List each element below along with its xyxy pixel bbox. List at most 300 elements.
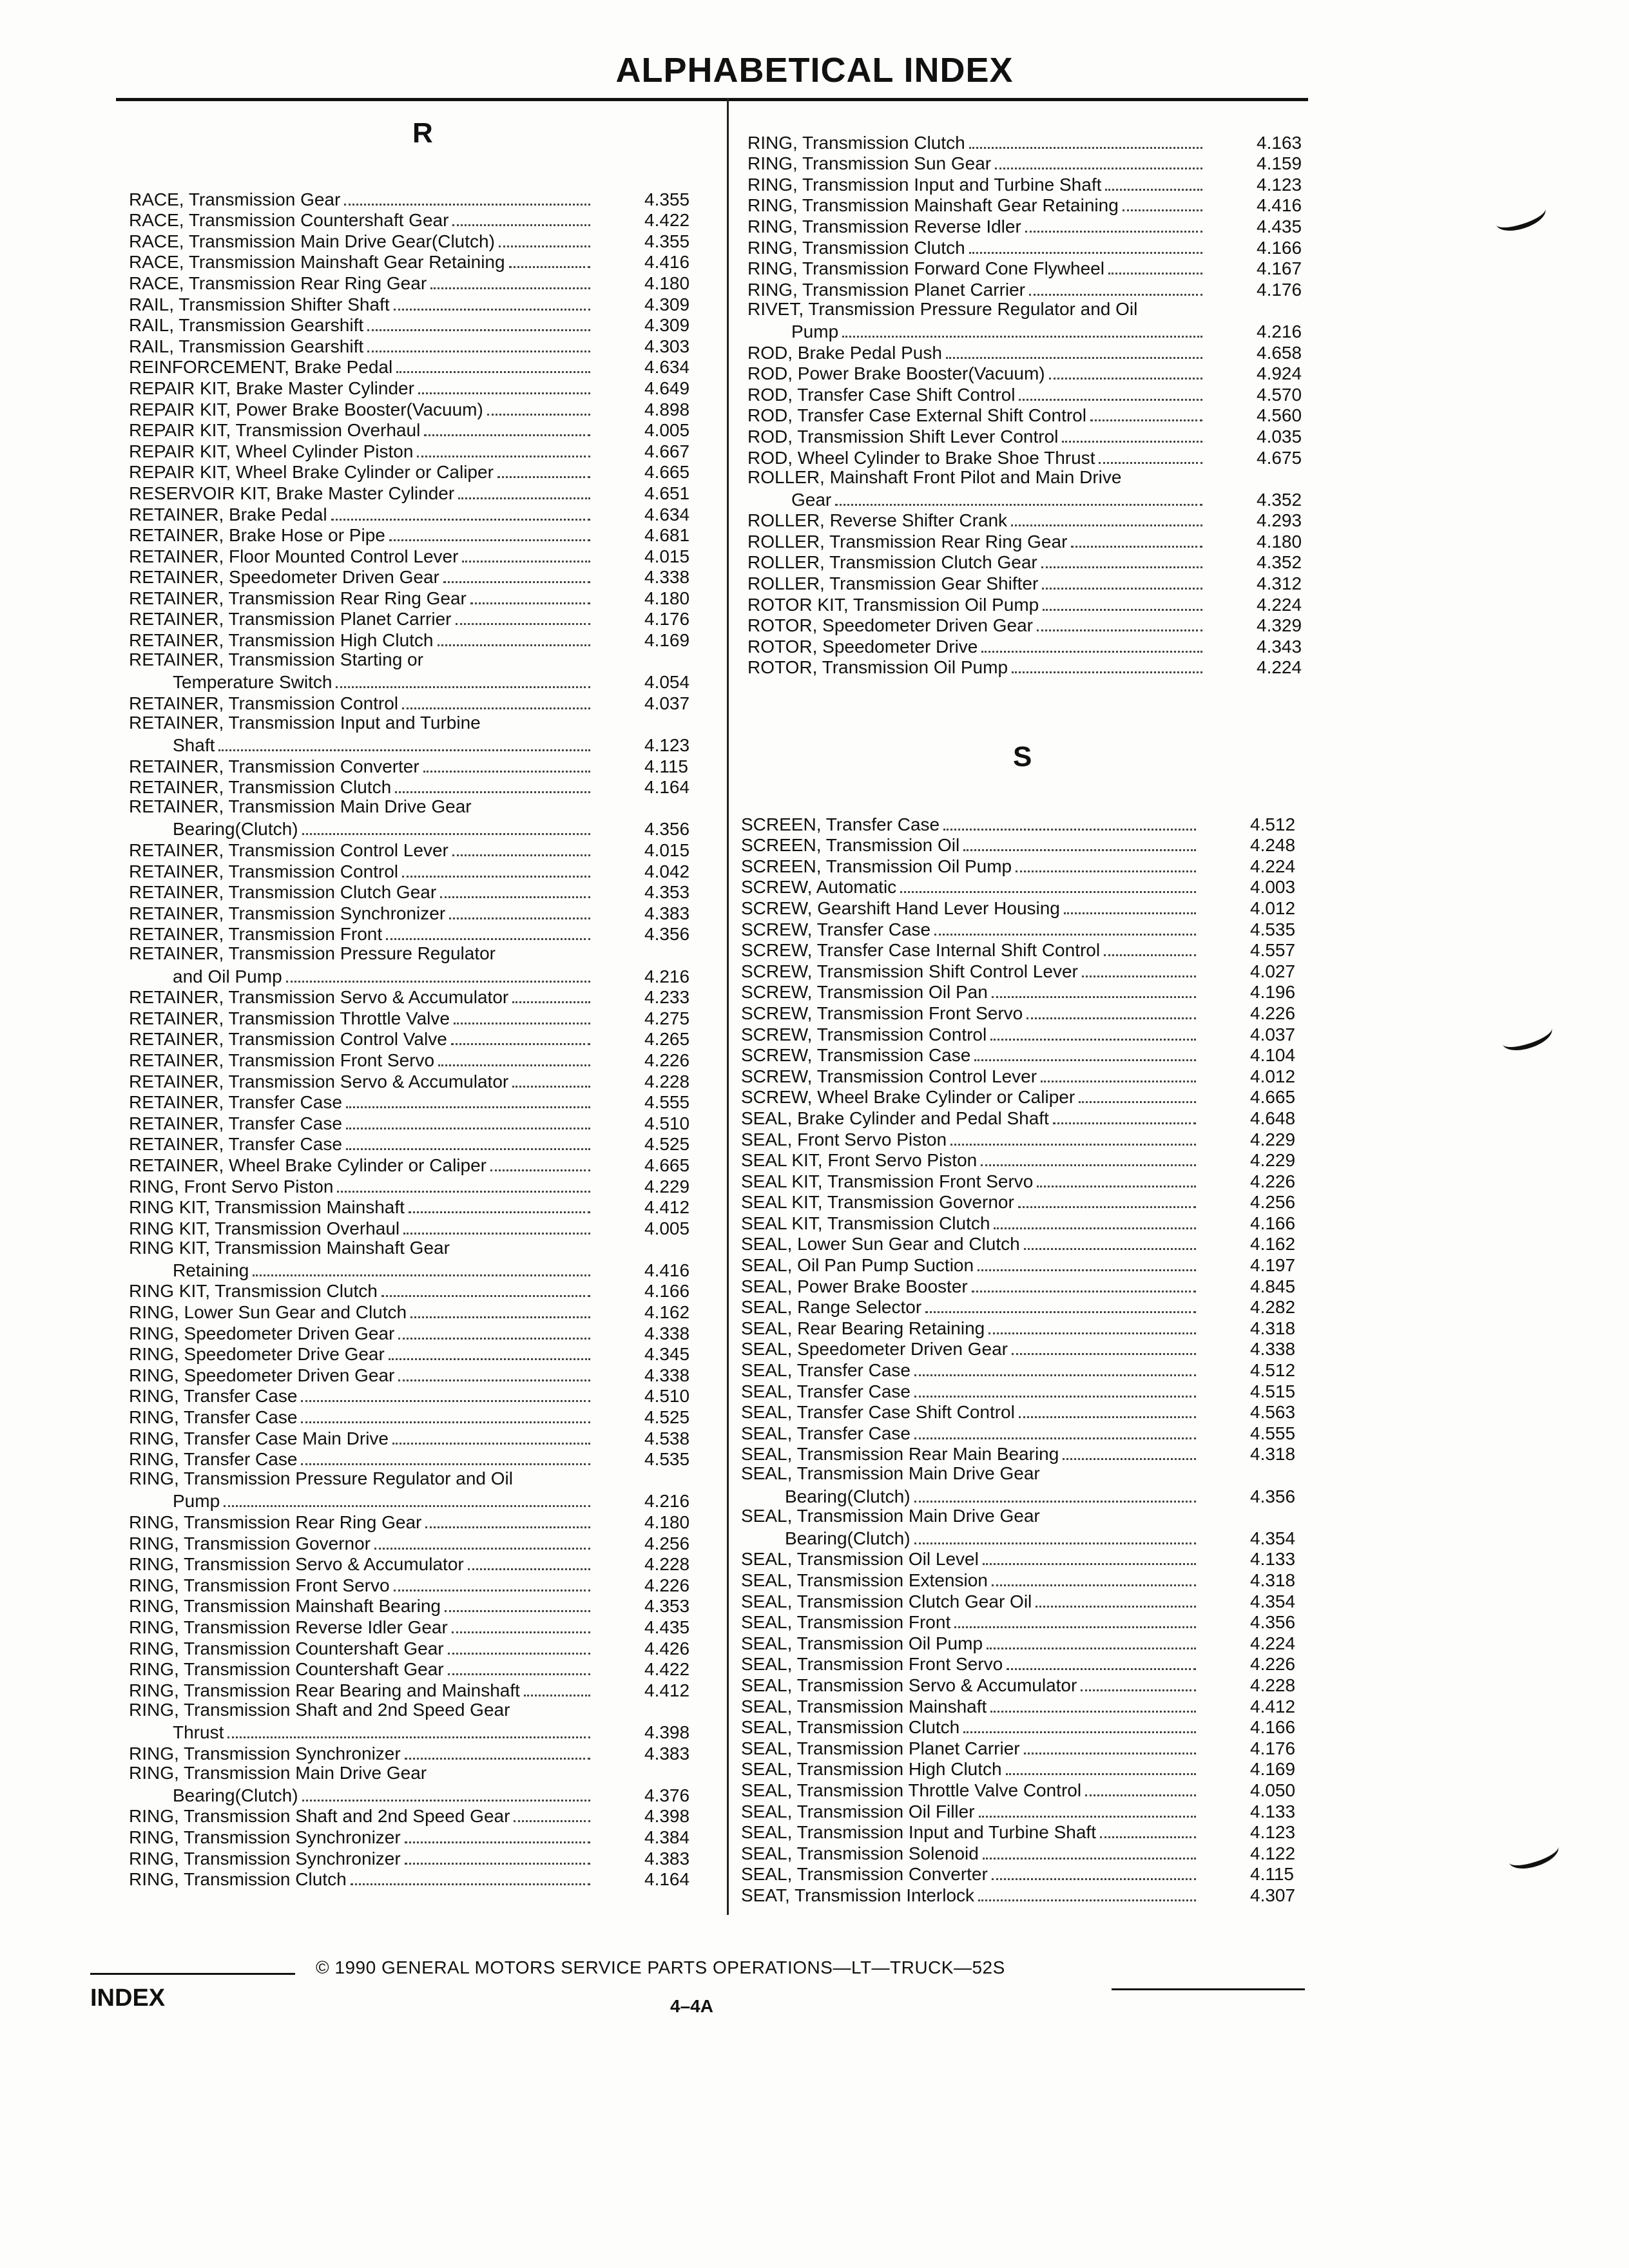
index-entry [741, 1296, 1321, 1318]
dot-leader [946, 357, 1202, 359]
entry-name: RACE, Transmission Gear [129, 189, 341, 209]
entry-page: 4.570 [1257, 384, 1302, 405]
index-entry [741, 1149, 1321, 1171]
index-entry [741, 1170, 1321, 1191]
dot-leader [992, 1584, 1196, 1586]
index-entry [747, 236, 1327, 258]
entry-page: 4.037 [1250, 1024, 1296, 1044]
entry-page: 4.224 [1250, 1633, 1296, 1653]
entry-name: RACE, Transmission Countershaft Gear [129, 210, 449, 231]
entry-page: 4.012 [1250, 898, 1296, 918]
entry-name: SEAL, Transfer Case [741, 1360, 911, 1381]
column-divider [727, 98, 729, 1915]
index-entry [741, 1212, 1321, 1233]
entry-page: 4.651 [644, 483, 690, 503]
section-label: INDEX [90, 1984, 166, 2012]
entry-name: SEAL, Transmission Oil Pump [741, 1633, 983, 1653]
entry-name: RETAINER, Floor Mounted Control Lever [129, 546, 459, 566]
index-entry [129, 1049, 715, 1070]
entry-name: RETAINER, Transmission Main Drive Gear [129, 796, 472, 817]
dot-leader [987, 1648, 1196, 1649]
index-entry [741, 1065, 1321, 1086]
index-entry [129, 1301, 715, 1322]
entry-page: 4.416 [1257, 195, 1302, 216]
entry-page: 4.248 [1250, 835, 1296, 856]
entry-page: 4.162 [644, 1302, 690, 1323]
dot-leader [389, 539, 590, 541]
dot-leader [512, 1001, 590, 1003]
entry-name: SEAL KIT, Transmission Front Servo [741, 1171, 1034, 1191]
index-entry [741, 1611, 1321, 1633]
entry-name: SEAL, Transmission Main Drive Gear [741, 1505, 1040, 1526]
dot-leader [988, 1332, 1196, 1334]
dot-leader [914, 1437, 1196, 1439]
entry-name: RING, Transmission Shaft and 2nd Speed Gear [129, 1699, 510, 1720]
entry-name: ROTOR, Transmission Oil Pump [747, 657, 1008, 678]
footer-rule-left [90, 1973, 295, 1975]
index-entry [747, 363, 1327, 384]
entry-page: 4.345 [644, 1344, 690, 1365]
entry-name: RETAINER, Speedometer Driven Gear [129, 567, 439, 588]
entry-page: 4.555 [1250, 1423, 1296, 1443]
index-entry [129, 1406, 715, 1427]
dot-leader [981, 651, 1202, 653]
entry-page: 4.422 [644, 210, 690, 231]
index-entry [129, 1553, 715, 1575]
dot-leader [992, 996, 1196, 998]
index-entry [741, 855, 1321, 876]
entry-name: RING, Transfer Case [129, 1386, 298, 1407]
index-entry [741, 939, 1321, 961]
dot-leader [418, 392, 590, 394]
entry-name: RETAINER, Wheel Brake Cylinder or Caliper [129, 1155, 487, 1175]
entry-page: 4.169 [644, 630, 690, 651]
entry-name: RING, Transmission Main Drive Gear [129, 1762, 427, 1783]
entry-page: 4.164 [644, 1869, 690, 1890]
entry-name: SEAL, Transmission Clutch [741, 1717, 960, 1738]
dot-leader [405, 1863, 590, 1865]
entry-page: 4.512 [1250, 814, 1296, 834]
index-entry [129, 503, 715, 524]
entry-name: RING, Transmission Clutch [747, 132, 965, 153]
footer-rule-right [1112, 1988, 1305, 1990]
index-entry [129, 440, 715, 461]
index-entry [129, 944, 715, 986]
entry-name: SCREEN, Transfer Case [741, 814, 940, 834]
index-entry [741, 876, 1321, 898]
dot-leader [954, 1626, 1196, 1628]
index-entry [747, 300, 1327, 341]
entry-name: RING, Transmission Governor [129, 1533, 371, 1553]
index-entry [741, 1548, 1321, 1570]
entry-name: SCREW, Transmission Control [741, 1024, 987, 1044]
entry-page: 4.555 [644, 1092, 690, 1113]
index-entry [129, 986, 715, 1008]
entry-name: ROLLER, Transmission Clutch Gear [747, 552, 1037, 573]
dot-leader [1041, 566, 1202, 568]
entry-name: REPAIR KIT, Wheel Brake Cylinder or Caliper [129, 462, 494, 483]
entry-name: RING, Transmission Rear Ring Gear [129, 1512, 422, 1532]
entry-page: 4.924 [1257, 363, 1302, 384]
entry-page: 4.329 [1257, 615, 1302, 636]
entry-page: 4.525 [644, 1407, 690, 1428]
dot-leader [430, 287, 590, 289]
index-entry [741, 1716, 1321, 1738]
entry-name: SEAL, Transmission Clutch Gear Oil [741, 1591, 1032, 1611]
entry-name: RING, Transmission Synchronizer [129, 1743, 401, 1763]
dot-leader [462, 561, 590, 562]
entry-name: SEAL, Transfer Case [741, 1381, 911, 1401]
entry-name: RING, Transmission Rear Bearing and Mainshaft [129, 1680, 520, 1700]
entry-name-continued: Gear [791, 489, 832, 510]
index-entry [129, 1742, 715, 1763]
entry-page: 4.005 [644, 1218, 690, 1238]
dot-leader [218, 749, 590, 751]
dot-leader [224, 1505, 590, 1507]
index-entry [747, 341, 1327, 363]
index-entry [747, 447, 1327, 468]
index-entry [129, 881, 715, 903]
entry-page: 4.233 [644, 987, 690, 1008]
index-entry [129, 1805, 715, 1827]
entry-name: RING KIT, Transmission Clutch [129, 1281, 378, 1302]
entry-name: RING, Transmission Mainshaft Bearing [129, 1596, 441, 1617]
entry-name: RAIL, Transmission Shifter Shaft [129, 294, 390, 314]
entry-name: RETAINER, Transfer Case [129, 1113, 342, 1133]
entry-page: 4.338 [644, 1365, 690, 1385]
index-entry [741, 1737, 1321, 1758]
entry-page: 4.525 [644, 1134, 690, 1155]
dot-leader [925, 1311, 1196, 1313]
entry-page: 4.015 [644, 546, 690, 566]
dot-leader [1064, 912, 1196, 914]
entry-page: 4.159 [1257, 153, 1302, 174]
dot-leader [367, 351, 590, 352]
entry-name: SEAL, Transmission Oil Filler [741, 1801, 975, 1821]
dot-leader [978, 1899, 1196, 1901]
index-entry [129, 1427, 715, 1448]
entry-name: SEAL, Transmission Converter [741, 1864, 988, 1885]
index-entry [741, 834, 1321, 856]
page-title: ALPHABETICAL INDEX [615, 51, 1014, 90]
entry-page: 4.167 [1257, 258, 1302, 279]
entry-page: 4.563 [1250, 1402, 1296, 1423]
entry-name: ROTOR, Speedometer Drive [747, 636, 978, 657]
dot-leader [1085, 1794, 1196, 1796]
dot-leader [456, 623, 591, 625]
entry-page: 4.412 [1250, 1696, 1296, 1716]
dot-leader [1027, 1017, 1196, 1019]
entry-page: 4.356 [644, 924, 690, 945]
entry-page: 4.275 [644, 1008, 690, 1028]
entry-name: RING, Front Servo Piston [129, 1176, 334, 1196]
index-entry [741, 1695, 1321, 1716]
dot-leader [1105, 189, 1202, 191]
index-entry [129, 1196, 715, 1218]
entry-page: 4.042 [644, 861, 690, 881]
entry-name-continued: Bearing(Clutch) [785, 1486, 911, 1506]
index-entry [741, 1632, 1321, 1653]
dot-leader [1025, 231, 1202, 233]
index-entry [741, 897, 1321, 918]
dot-leader [386, 938, 590, 940]
entry-page: 4.352 [1257, 552, 1302, 573]
index-entry [741, 1191, 1321, 1213]
entry-name: REPAIR KIT, Power Brake Booster(Vacuum) [129, 399, 483, 419]
entry-name: REINFORCEMENT, Brake Pedal [129, 357, 393, 378]
index-entry [747, 278, 1327, 300]
dot-leader [1049, 378, 1202, 380]
index-entry [129, 314, 715, 336]
index-entry [129, 1364, 715, 1385]
entry-name: RING KIT, Transmission Mainshaft [129, 1197, 405, 1218]
dot-leader [969, 147, 1202, 149]
dot-leader [1037, 629, 1202, 631]
entry-page: 4.376 [644, 1785, 690, 1805]
entry-name: SCREW, Transmission Front Servo [741, 1003, 1023, 1023]
index-entry [129, 1343, 715, 1365]
dot-leader [452, 854, 590, 856]
index-entry [129, 1869, 715, 1890]
index-entry [741, 813, 1321, 834]
dot-leader [983, 1563, 1196, 1565]
entry-page: 4.224 [1257, 657, 1302, 678]
entry-name-continued: and Oil Pump [173, 966, 282, 986]
entry-name: RETAINER, Transmission Starting or [129, 649, 423, 670]
index-entry [741, 1569, 1321, 1590]
dot-leader [835, 504, 1202, 506]
entry-page: 4.353 [644, 882, 690, 903]
entry-page: 4.166 [1250, 1717, 1296, 1738]
entry-name-continued: Thrust [173, 1722, 224, 1742]
entry-name: RETAINER, Transmission Planet Carrier [129, 609, 452, 629]
index-entry [741, 1254, 1321, 1275]
index-entry [741, 1002, 1321, 1023]
entry-name: RETAINER, Transmission Front [129, 924, 383, 945]
section-letter-s: S [1013, 741, 1032, 773]
entry-page: 4.338 [644, 1323, 690, 1343]
entry-page: 4.176 [1257, 279, 1302, 300]
entry-name: RETAINER, Transmission High Clutch [129, 630, 434, 651]
entry-page: 4.228 [644, 1554, 690, 1575]
dot-leader [990, 1039, 1196, 1041]
entry-name: RETAINER, Transmission Throttle Valve [129, 1008, 450, 1028]
dot-leader [395, 791, 590, 793]
entry-page: 4.356 [1250, 1486, 1296, 1506]
dot-leader [445, 1610, 590, 1612]
dot-leader [963, 849, 1196, 851]
entry-page: 4.166 [644, 1281, 690, 1302]
index-entry [741, 1842, 1321, 1863]
entry-name: ROD, Brake Pedal Push [747, 342, 942, 363]
dot-leader [1036, 1606, 1196, 1608]
index-entry [129, 797, 715, 839]
entry-page: 4.318 [1250, 1570, 1296, 1590]
dot-leader [1024, 1248, 1196, 1250]
entry-page: 4.398 [644, 1806, 690, 1827]
entry-page: 4.416 [644, 1260, 690, 1280]
entry-name: SEAL, Transmission Oil Level [741, 1549, 979, 1570]
dot-leader [398, 1338, 590, 1340]
index-entry [129, 1595, 715, 1617]
entry-name: SEAL, Transfer Case Shift Control [741, 1402, 1015, 1423]
entry-page: 4.216 [644, 966, 690, 986]
index-entry [741, 918, 1321, 939]
dot-leader [389, 1358, 590, 1360]
index-entry [747, 195, 1327, 216]
entry-page: 4.648 [1250, 1108, 1296, 1128]
entry-name: RETAINER, Transmission Servo & Accumulator [129, 1071, 509, 1091]
dot-leader [423, 771, 590, 773]
index-entry [129, 356, 715, 378]
entry-name: SEAL KIT, Transmission Governor [741, 1192, 1014, 1213]
dot-leader [914, 1501, 1196, 1503]
dot-leader [403, 1233, 590, 1235]
index-entry [129, 692, 715, 713]
index-entry [129, 230, 715, 251]
index-entry [129, 1826, 715, 1847]
entry-page: 4.312 [1257, 573, 1302, 594]
entry-page: 4.037 [644, 693, 690, 713]
index-entry [129, 776, 715, 798]
entry-name: RING KIT, Transmission Overhaul [129, 1218, 400, 1238]
dot-leader [1019, 1416, 1196, 1418]
dot-leader [394, 1590, 590, 1591]
dot-leader [367, 329, 590, 331]
entry-name: SEAL, Transmission Throttle Valve Control [741, 1780, 1082, 1800]
dot-leader [468, 1568, 590, 1570]
entry-name: ROLLER, Reverse Shifter Crank [747, 510, 1008, 531]
index-entry [747, 593, 1327, 615]
entry-page: 4.383 [644, 903, 690, 923]
dot-leader [402, 707, 590, 709]
dot-leader [1104, 954, 1196, 956]
index-entry [129, 1217, 715, 1238]
entry-page: 4.133 [1250, 1549, 1296, 1570]
dot-leader [301, 1400, 590, 1402]
entry-page: 4.634 [644, 504, 690, 524]
dot-leader [1029, 294, 1202, 296]
entry-page: 4.535 [1250, 919, 1296, 939]
entry-page: 4.303 [644, 336, 690, 356]
entry-page: 4.164 [644, 777, 690, 798]
index-entry [129, 1574, 715, 1595]
index-entry [747, 657, 1327, 678]
entry-page: 4.309 [644, 315, 690, 336]
entry-page: 4.398 [644, 1722, 690, 1742]
index-entry [741, 1086, 1321, 1108]
index-entry [129, 1028, 715, 1050]
dot-leader [992, 1878, 1196, 1880]
entry-page: 4.898 [644, 399, 690, 419]
entry-page: 4.383 [644, 1743, 690, 1763]
entry-name: RAIL, Transmission Gearshift [129, 315, 364, 336]
dot-leader [440, 896, 590, 898]
dot-leader [398, 1379, 590, 1381]
entry-name: RING, Transmission Reverse Idler Gear [129, 1617, 448, 1637]
entry-page: 4.162 [1250, 1234, 1296, 1254]
entry-page: 4.658 [1257, 342, 1302, 363]
entry-page: 4.229 [1250, 1129, 1296, 1149]
dot-leader [451, 1043, 590, 1045]
index-entry [129, 608, 715, 629]
entry-page: 4.557 [1250, 940, 1296, 961]
entry-name-continued: Pump [173, 1491, 220, 1512]
dot-leader [346, 1148, 590, 1150]
dot-leader [1062, 441, 1202, 443]
dot-leader [1006, 1773, 1196, 1775]
dot-leader [1100, 1836, 1196, 1838]
entry-page: 4.384 [644, 1827, 690, 1847]
entry-page: 4.176 [1250, 1738, 1296, 1758]
dot-leader [950, 1144, 1196, 1146]
dot-leader [452, 224, 590, 226]
copyright-notice: © 1990 GENERAL MOTORS SERVICE PARTS OPERATIONS—LT—TRUCK—52S [316, 1957, 1005, 1977]
index-entry [741, 1506, 1321, 1548]
index-entry [747, 131, 1327, 153]
entry-name: RIVET, Transmission Pressure Regulator and Oil [747, 298, 1138, 319]
entry-name: RING, Transfer Case [129, 1449, 298, 1470]
index-entry [741, 981, 1321, 1003]
entry-page: 4.681 [644, 525, 690, 546]
entry-name: REPAIR KIT, Wheel Cylinder Piston [129, 441, 414, 461]
entry-name: RETAINER, Transmission Front Servo [129, 1050, 435, 1070]
entry-name: RING, Transmission Input and Turbine Shaft [747, 174, 1102, 195]
entry-page: 4.226 [1250, 1654, 1296, 1675]
entry-page: 4.229 [1250, 1150, 1296, 1171]
dot-leader [1012, 671, 1202, 673]
index-entry [129, 1448, 715, 1470]
entry-name: RETAINER, Transmission Servo & Accumulator [129, 987, 509, 1008]
dot-leader [336, 686, 590, 688]
dot-leader [1011, 524, 1202, 526]
dot-leader [331, 519, 590, 521]
index-entry [747, 215, 1327, 236]
index-entry [129, 272, 715, 293]
entry-page: 4.224 [1257, 594, 1302, 615]
entry-name: RING, Speedometer Driven Gear [129, 1323, 395, 1343]
index-entry [129, 629, 715, 650]
entry-name: SEAL, Transmission Front [741, 1612, 951, 1633]
dot-leader [394, 309, 590, 311]
index-entry [129, 1847, 715, 1869]
index-entry [129, 1763, 715, 1805]
dot-leader [1007, 1668, 1196, 1670]
entry-name-continued: Bearing(Clutch) [785, 1528, 911, 1548]
entry-page: 4.176 [644, 609, 690, 629]
entry-page: 4.665 [644, 1155, 690, 1175]
dot-leader [1037, 1186, 1196, 1187]
entry-name: SEAL, Speedometer Driven Gear [741, 1339, 1008, 1360]
entry-name: RING, Transmission Synchronizer [129, 1827, 401, 1847]
entry-page: 4.226 [1250, 1171, 1296, 1191]
entry-name: RETAINER, Transmission Control Lever [129, 840, 448, 860]
entry-page: 4.166 [1257, 237, 1302, 258]
index-entry [129, 335, 715, 356]
entry-page: 4.180 [1257, 531, 1302, 552]
dot-leader [524, 1695, 590, 1696]
entry-page: 4.180 [644, 588, 690, 608]
dot-leader [374, 1548, 590, 1550]
entry-page: 4.054 [644, 672, 690, 693]
entry-name: RACE, Transmission Rear Ring Gear [129, 273, 427, 293]
index-entry [741, 1464, 1321, 1506]
entry-page: 4.355 [644, 189, 690, 209]
binder-hole-mark [1499, 1017, 1556, 1056]
entry-name: ROD, Transfer Case Shift Control [747, 384, 1016, 405]
entry-page: 4.012 [1250, 1066, 1296, 1086]
entry-name: SCREEN, Transmission Oil [741, 835, 960, 856]
